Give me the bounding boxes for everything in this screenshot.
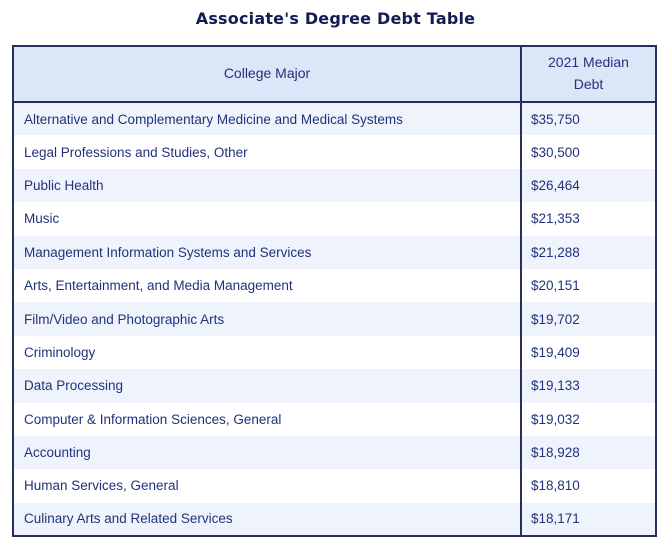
median-debt-cell: $21,353 [521,202,656,235]
median-debt-cell: $19,133 [521,369,656,402]
median-debt-cell: $26,464 [521,169,656,202]
table-row [13,403,656,436]
debt-table [12,45,657,537]
table-row [13,269,656,302]
median-debt-cell: $19,032 [521,403,656,436]
college-major-cell: Public Health [13,169,521,202]
table-row [13,302,656,335]
college-major-cell: Human Services, General [13,469,521,502]
college-major-cell: Film/Video and Photographic Arts [13,302,521,335]
table-row [13,102,656,135]
table-row [13,135,656,168]
college-major-cell: Management Information Systems and Services [13,236,521,269]
median-debt-cell: $21,288 [521,236,656,269]
table-row [13,202,656,235]
college-major-cell: Culinary Arts and Related Services [13,503,521,536]
median-debt-cell: $19,409 [521,336,656,369]
college-major-cell: Computer & Information Sciences, General [13,403,521,436]
table-row [13,469,656,502]
median-debt-cell: $30,500 [521,135,656,168]
table-row [13,503,656,536]
median-debt-cell: $35,750 [521,102,656,135]
median-debt-cell: $20,151 [521,269,656,302]
table-row [13,336,656,369]
page-title: Associate's Degree Debt Table [195,9,476,28]
college-major-cell: Data Processing [13,369,521,402]
college-major-cell: Criminology [13,336,521,369]
column-header-median-debt [521,46,656,102]
column-header-college-major: College Major [13,46,521,102]
table-body [13,102,656,536]
median-debt-cell: $18,928 [521,436,656,469]
table-header [13,46,656,102]
college-major-cell: Arts, Entertainment, and Media Management [13,269,521,302]
column-header-median-debt-label: 2021 Median Debt [548,54,629,92]
table-row [13,236,656,269]
median-debt-cell: $19,702 [521,302,656,335]
table-row [13,369,656,402]
college-major-cell: Alternative and Complementary Medicine and Medical Systems [13,102,521,135]
college-major-cell: Accounting [13,436,521,469]
college-major-cell: Music [13,202,521,235]
college-major-cell: Legal Professions and Studies, Other [13,135,521,168]
median-debt-cell: $18,810 [521,469,656,502]
table-row [13,169,656,202]
median-debt-cell: $18,171 [521,503,656,536]
header-row [13,46,656,102]
table-row [13,436,656,469]
